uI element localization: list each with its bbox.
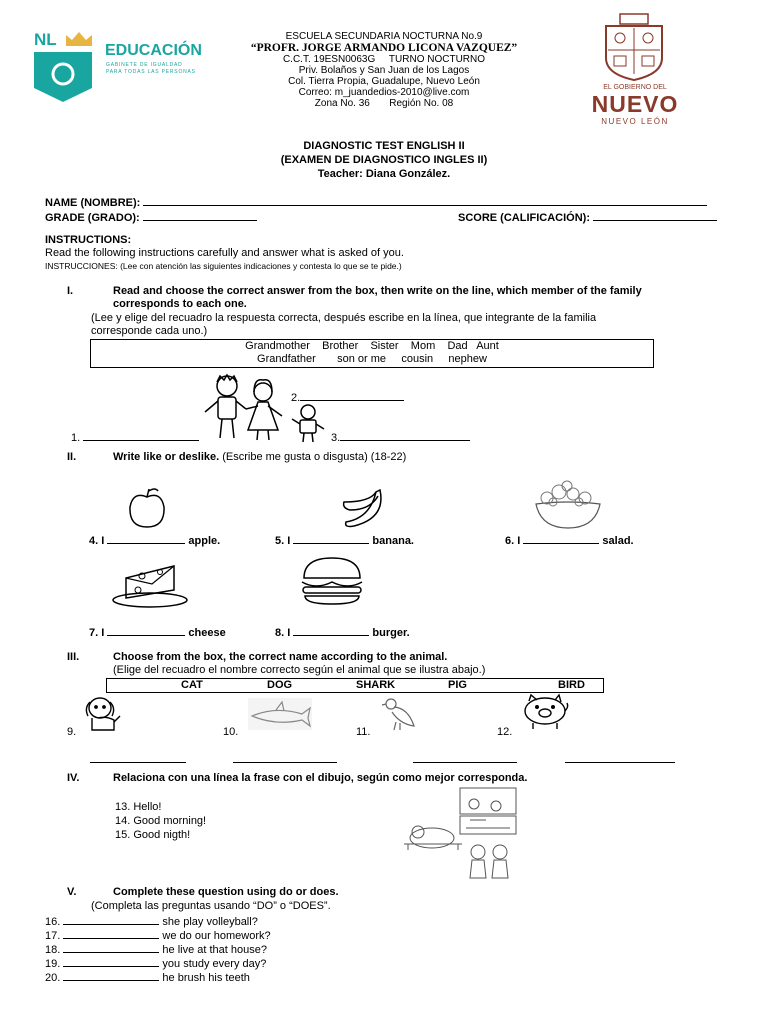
item-17-answer-line[interactable]: [63, 927, 159, 939]
section1-es-line2: corresponde cada uno.): [91, 325, 208, 337]
food-q8-answer-line[interactable]: [293, 624, 369, 636]
food-q6-word: salad.: [602, 535, 634, 547]
item-19-number: 19.: [45, 958, 61, 970]
shark-icon: [248, 698, 312, 730]
nl-logo: [34, 30, 94, 100]
grade-field: [45, 209, 257, 224]
shield-emblem-icon: [34, 52, 92, 102]
item-17-number: 17.: [45, 930, 61, 942]
greeting-15: 15. Good nigth!: [115, 829, 191, 841]
animal-q12-number: 12.: [497, 726, 513, 738]
do-does-item-17: [45, 927, 271, 942]
family-q3-answer-line[interactable]: [340, 429, 470, 441]
item-20-number: 20.: [45, 972, 61, 984]
animal-word-cat: CAT: [181, 679, 203, 691]
dog-icon: [84, 694, 124, 734]
food-q6: [505, 532, 634, 547]
gov-logo-line2: NUEVO: [591, 91, 679, 117]
salad-icon: [533, 480, 603, 530]
teacher-name: Teacher: Diana González.: [317, 168, 451, 180]
logo-education-sub1: GABINETE DE IGUALDAD: [106, 62, 183, 68]
section3-number: III.: [67, 651, 80, 663]
family-words-row1: Grandmother Brother Sister Mom Dad Aunt: [245, 340, 499, 352]
section5-es: (Completa las preguntas usando “DO” o “DOES”.: [91, 900, 331, 912]
score-label: SCORE (CALIFICACIÓN):: [458, 212, 590, 224]
item-16-answer-line[interactable]: [63, 913, 159, 925]
do-does-item-16: [45, 913, 258, 928]
animal-word-shark: SHARK: [356, 679, 396, 691]
greeting-13: 13. Hello!: [115, 801, 162, 813]
do-does-item-19: [45, 955, 266, 970]
section5-title: Complete these question using do or does.: [113, 886, 339, 898]
section3-title: Choose from the box, the correct name according to the animal.: [113, 651, 448, 663]
instructions-es: INSTRUCCIONES: (Lee con atención las siguientes indicaciones y contesta lo que se te pide.): [45, 261, 402, 271]
banana-icon: [340, 488, 388, 530]
food-q8-word: burger.: [372, 627, 410, 639]
family-q1: [71, 429, 199, 444]
school-email: Correo: m_juandedios-2010@live.com: [298, 87, 470, 98]
animal-word-pig: PIG: [448, 679, 467, 691]
family-illustration: [200, 374, 330, 444]
animal-q9-number: 9.: [67, 726, 77, 738]
family-q2-answer-line[interactable]: [300, 389, 404, 401]
school-name: ESCUELA SECUNDARIA NOCTURNA No.9: [285, 31, 483, 42]
score-field: [458, 209, 717, 224]
school-address2: Col. Tierra Propia, Guadalupe, Nuevo León: [288, 76, 480, 87]
food-q5-number: 5. I: [275, 535, 291, 547]
family-q3-number: 3.: [331, 432, 341, 444]
family-q2-number: 2.: [291, 392, 301, 404]
animal-q11-number: 11.: [356, 726, 371, 738]
section5-number: V.: [67, 886, 77, 898]
instructions-en: Read the following instructions carefully and answer what is asked of you.: [45, 247, 404, 259]
do-does-item-18: [45, 941, 267, 956]
food-q5-answer-line[interactable]: [293, 532, 369, 544]
name-label: NAME (NOMBRE):: [45, 197, 141, 209]
item-19-answer-line[interactable]: [63, 955, 159, 967]
section1-es-line1: (Lee y elige del recuadro la respuesta correcta, después escribe en la línea, que integrante de la familia: [91, 312, 597, 324]
section2-title-en: Write like or deslike.: [113, 451, 220, 463]
family-q1-number: 1.: [71, 432, 81, 444]
family-q2: [291, 389, 404, 404]
nl-logo-text: NL: [34, 30, 57, 49]
food-q6-answer-line[interactable]: [523, 532, 599, 544]
item-20-answer-line[interactable]: [63, 969, 159, 981]
animal-word-bird: BIRD: [558, 679, 585, 691]
animal-word-box: [106, 678, 604, 693]
food-q8-number: 8. I: [275, 627, 291, 639]
cheese-icon: [112, 562, 188, 608]
pig-icon: [519, 693, 569, 731]
item-18-text: he live at that house?: [162, 944, 267, 956]
animal-q11-answer-line[interactable]: [413, 762, 517, 763]
test-title: [184, 139, 584, 181]
burger-icon: [300, 556, 364, 606]
food-q7-number: 7. I: [89, 627, 105, 639]
grade-input-line[interactable]: [143, 209, 257, 221]
school-cct: C.C.T. 19ESN0063G TURNO NOCTURNO: [282, 54, 486, 65]
section3-es: (Elige del recuadro el nombre correcto según el animal que se ilustra abajo.): [113, 664, 486, 676]
name-input-line[interactable]: [143, 194, 707, 206]
section1-title-line1: Read and choose the correct answer from the box, then write on the line, which member of the family: [113, 285, 642, 297]
family-q3: [331, 429, 470, 444]
instructions-heading: INSTRUCTIONS:: [45, 234, 132, 246]
family-word-box: [90, 339, 654, 368]
greeting-14: 14. Good morning!: [115, 815, 207, 827]
school-zone: Zona No. 36 Región No. 08: [314, 98, 454, 109]
logo-education-sub2: PARA TODAS LAS PERSONAS: [106, 69, 196, 75]
animal-word-dog: DOG: [267, 679, 293, 691]
item-19-text: you study every day?: [162, 958, 267, 970]
score-input-line[interactable]: [593, 209, 717, 221]
test-title-en: DIAGNOSTIC TEST ENGLISH II: [303, 140, 465, 152]
gov-logo-line1: EL GOBIERNO DEL: [603, 84, 667, 91]
item-18-number: 18.: [45, 944, 61, 956]
test-title-es: (EXAMEN DE DIAGNOSTICO INGLES II): [280, 154, 488, 166]
section1-number: I.: [67, 285, 74, 297]
food-q7-word: cheese: [188, 627, 226, 639]
animal-q10-number: 10.: [223, 726, 239, 738]
grade-label: GRADE (GRADO):: [45, 212, 140, 224]
greetings-illustration: [390, 786, 522, 882]
food-q7: [89, 624, 226, 639]
section2-number: II.: [67, 451, 77, 463]
item-16-text: she play volleyball?: [162, 916, 258, 928]
crown-icon: [66, 32, 92, 46]
food-q4-answer-line[interactable]: [107, 532, 185, 544]
food-q8: [275, 624, 410, 639]
logo-education-title: EDUCACIÓN: [105, 42, 202, 59]
food-q4-number: 4. I: [89, 535, 105, 547]
food-q4: [89, 532, 220, 547]
school-patron: “PROFR. JORGE ARMANDO LICONA VAZQUEZ”: [250, 42, 518, 54]
section1-title-line2: corresponds to each one.: [113, 298, 247, 310]
food-q4-word: apple.: [188, 535, 221, 547]
name-field: [45, 194, 707, 209]
food-q5: [275, 532, 414, 547]
item-20-text: he brush his teeth: [162, 972, 250, 984]
food-q5-word: banana.: [372, 535, 414, 547]
family-words-row2: Grandfather son or me cousin nephew: [257, 353, 487, 365]
do-does-item-20: [45, 969, 250, 984]
animal-q9-answer-line[interactable]: [90, 762, 186, 763]
coat-of-arms-icon: [602, 14, 666, 80]
section2-title-es: (Escribe me gusta o disgusta) (18-22): [219, 451, 407, 463]
section2-title: [113, 451, 406, 463]
apple-icon: [127, 487, 167, 531]
food-q6-number: 6. I: [505, 535, 521, 547]
food-q7-answer-line[interactable]: [107, 624, 185, 636]
animal-q10-answer-line[interactable]: [233, 762, 337, 763]
item-18-answer-line[interactable]: [63, 941, 159, 953]
animal-q12-answer-line[interactable]: [565, 762, 675, 763]
section4-title: Relaciona con una línea la frase con el dibujo, según como mejor corresponda.: [113, 772, 528, 784]
section4-number: IV.: [67, 772, 80, 784]
item-17-text: we do our homework?: [162, 930, 271, 942]
school-address1: Priv. Bolaños y San Juan de los Lagos: [298, 65, 470, 76]
item-16-number: 16.: [45, 916, 61, 928]
family-q1-answer-line[interactable]: [83, 429, 199, 441]
school-header: [184, 31, 584, 109]
bird-icon: [382, 696, 418, 732]
gov-logo-line3: NUEVO LEÓN: [601, 117, 669, 126]
